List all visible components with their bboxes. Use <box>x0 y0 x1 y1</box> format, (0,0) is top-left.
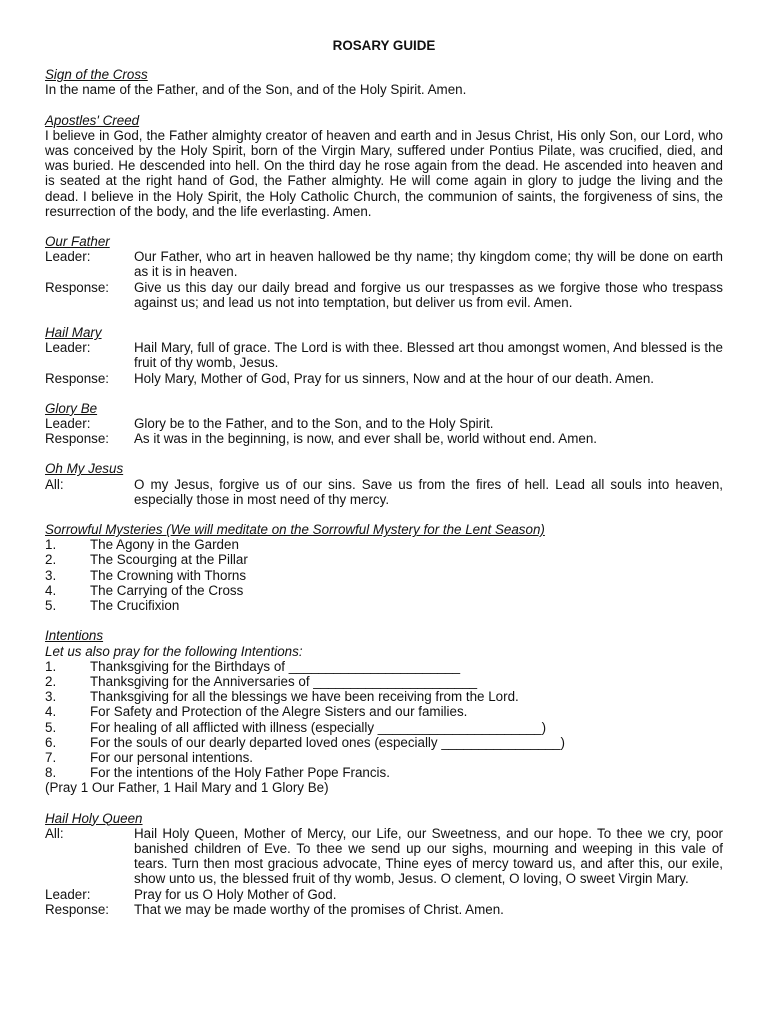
section-heading: Glory Be <box>45 400 98 416</box>
prayer-row <box>45 340 723 370</box>
item-text: The Scourging at the Pillar <box>90 552 248 568</box>
prayer-row <box>45 477 723 507</box>
list-item <box>45 583 723 598</box>
list-item <box>45 720 723 735</box>
section-oh-my-jesus <box>45 461 723 507</box>
item-number: 4. <box>45 582 57 598</box>
row-label: Leader: <box>45 416 91 432</box>
item-text: Thanksgiving for the Birthdays of _______________________ <box>90 658 461 674</box>
rosary-guide-page <box>45 38 723 932</box>
list-item <box>45 735 723 750</box>
section-sign-of-cross <box>45 67 723 97</box>
section-intentions <box>45 628 723 795</box>
prayer-row <box>45 371 723 386</box>
row-text: Give us this day our daily bread and forgive us our trespasses as we forgive those who trespass against us; and lead us not into temptation, but deliver us from evil. Amen. <box>134 279 723 310</box>
item-text: For the intentions of the Holy Father Pope Francis. <box>90 765 390 781</box>
item-text: The Carrying of the Cross <box>90 582 244 598</box>
section-hail-holy-queen <box>45 811 723 917</box>
list-item <box>45 765 723 780</box>
prayer-row <box>45 902 723 917</box>
item-text: Thanksgiving for all the blessings we have been receiving from the Lord. <box>90 689 519 705</box>
item-text: The Crowning with Thorns <box>90 567 247 583</box>
section-text: I believe in God, the Father almighty creator of heaven and earth and in Jesus Christ, His only Son, our Lord, who was conceived by the Holy Spirit, born of the Virgin Mary, suffered under Pontius Pilate, was crucified, died, and was buried. He descended into hell. On the third day he rose again from the dead. He ascended into heaven and is seated at the right hand of God, the Father almighty. He will come again in glory to judge the living and the dead. I believe in the Holy Spirit, the Holy Catholic Church, the communion of saints, the forgiveness of sins, the resurrection of the body, and the life everlasting. Amen. <box>45 127 723 219</box>
list-item <box>45 750 723 765</box>
section-heading: Sign of the Cross <box>45 67 148 83</box>
row-text: As it was in the beginning, is now, and ever shall be, world without end. Amen. <box>134 431 597 447</box>
section-subheading: Let us also pray for the following Intentions: <box>45 643 303 659</box>
item-number: 2. <box>45 552 57 568</box>
row-text: Pray for us O Holy Mother of God. <box>134 886 337 902</box>
list-item <box>45 537 723 552</box>
row-text: Hail Mary, full of grace. The Lord is with thee. Blessed art thou amongst women, And blessed is the fruit of thy womb, Jesus. <box>134 340 723 371</box>
item-text: The Agony in the Garden <box>90 537 239 553</box>
row-label: Response: <box>45 431 110 447</box>
list-item <box>45 598 723 613</box>
item-number: 4. <box>45 704 57 720</box>
section-heading: Hail Holy Queen <box>45 810 143 826</box>
section-sorrowful-mysteries <box>45 522 723 613</box>
section-our-father <box>45 234 723 310</box>
item-number: 1. <box>45 658 57 674</box>
item-text: The Crucifixion <box>90 598 180 614</box>
section-heading: Intentions <box>45 628 104 644</box>
item-text: For Safety and Protection of the Alegre Sisters and our families. <box>90 704 468 720</box>
list-item <box>45 552 723 567</box>
row-label: Response: <box>45 901 110 917</box>
section-heading: Sorrowful Mysteries (We will meditate on the Sorrowful Mystery for the Lent Season) <box>45 522 545 538</box>
item-number: 3. <box>45 689 57 705</box>
prayer-row <box>45 431 723 446</box>
item-number: 5. <box>45 719 57 735</box>
intentions-footer: (Pray 1 Our Father, 1 Hail Mary and 1 Glory Be) <box>45 780 329 796</box>
section-heading: Our Father <box>45 234 110 250</box>
item-number: 6. <box>45 734 57 750</box>
list-item <box>45 674 723 689</box>
item-text: Thanksgiving for the Anniversaries of ______________________ <box>90 673 478 689</box>
item-number: 7. <box>45 749 57 765</box>
row-label: All: <box>45 825 64 841</box>
prayer-row <box>45 416 723 431</box>
list-item <box>45 659 723 674</box>
section-heading: Oh My Jesus <box>45 461 124 477</box>
list-item <box>45 704 723 719</box>
row-label: Leader: <box>45 886 91 902</box>
row-label: Response: <box>45 279 110 295</box>
item-number: 5. <box>45 598 57 614</box>
section-hail-mary <box>45 325 723 386</box>
prayer-row <box>45 887 723 902</box>
row-text: Holy Mary, Mother of God, Pray for us sinners, Now and at the hour of our death. Amen. <box>134 370 655 386</box>
item-number: 8. <box>45 765 57 781</box>
item-text: For our personal intentions. <box>90 749 254 765</box>
row-label: All: <box>45 476 64 492</box>
item-number: 3. <box>45 567 57 583</box>
section-apostles-creed <box>45 113 723 219</box>
row-text: That we may be made worthy of the promises of Christ. Amen. <box>134 901 504 917</box>
section-heading: Apostles' Creed <box>45 112 140 128</box>
page-title: ROSARY GUIDE <box>332 38 436 53</box>
row-label: Leader: <box>45 340 91 356</box>
prayer-row <box>45 826 723 887</box>
section-heading: Hail Mary <box>45 325 102 341</box>
row-text: Hail Holy Queen, Mother of Mercy, our Life, our Sweetness, and our hope. To thee we cry, poor banished children of Eve. To thee we send up our sighs, mourning and weeping in this vale of tears. Turn then most gracious advocate, Thine eyes of mercy toward us, and after this, our exile, show unto us, the blessed fruit of thy womb, Jesus. O clement, O loving, O sweet Virgin Mary. <box>134 825 723 887</box>
row-label: Response: <box>45 370 110 386</box>
prayer-row <box>45 280 723 310</box>
row-text: Our Father, who art in heaven hallowed be thy name; thy kingdom come; thy will be done on earth as it is in heaven. <box>134 249 723 280</box>
row-text: O my Jesus, forgive us of our sins. Save us from the fires of hell. Lead all souls into heaven, especially those in most need of thy mercy. <box>134 476 723 507</box>
row-label: Leader: <box>45 249 91 265</box>
list-item <box>45 568 723 583</box>
item-number: 1. <box>45 537 57 553</box>
section-glory-be <box>45 401 723 447</box>
item-text: For healing of all afflicted with illness (especially ______________________) <box>90 719 547 735</box>
row-text: Glory be to the Father, and to the Son, and to the Holy Spirit. <box>134 416 494 432</box>
item-number: 2. <box>45 673 57 689</box>
list-item <box>45 689 723 704</box>
prayer-row <box>45 249 723 279</box>
section-text: In the name of the Father, and of the Son, and of the Holy Spirit. Amen. <box>45 82 467 98</box>
item-text: For the souls of our dearly departed loved ones (especially ________________) <box>90 734 565 750</box>
